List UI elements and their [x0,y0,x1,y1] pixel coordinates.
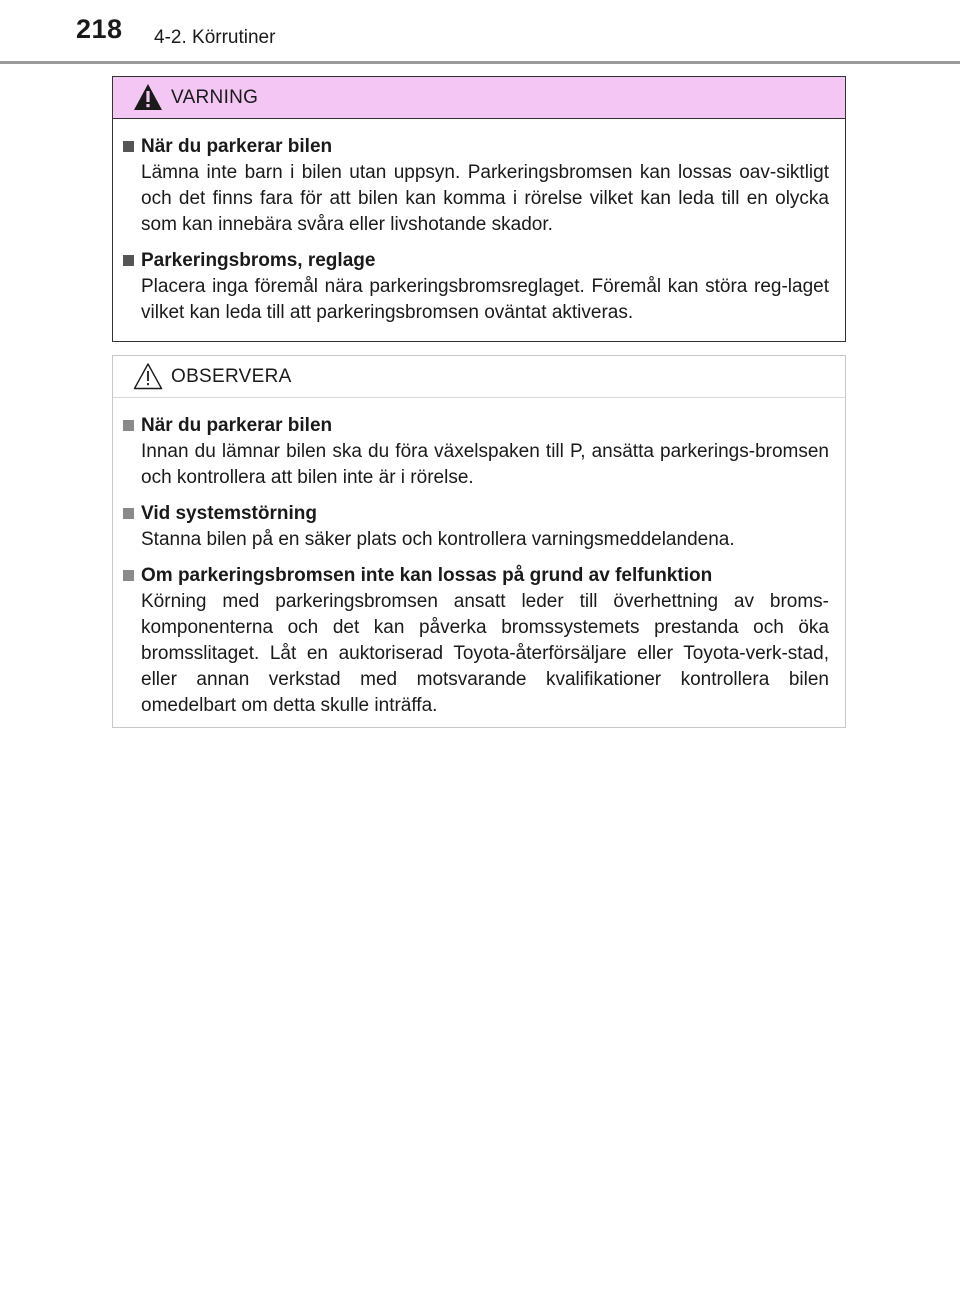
warning-item-text: Placera inga föremål nära parkeringsbromsreglaget. Föremål kan störa reg-laget vilket kan leda till att parkeringsbromsen oväntat aktiveras. [141,276,829,323]
header-divider [0,61,960,64]
warning-item-title: Parkeringsbroms, reglage [141,250,376,271]
notice-label: OBSERVERA [171,366,292,387]
notice-box-header [113,356,845,398]
warning-label: VARNING [171,87,259,108]
notice-item [123,562,829,719]
warning-box-body [113,119,845,326]
notice-item-text: Stanna bilen på en säker plats och kontrollera varningsmeddelandena. [141,529,735,550]
notice-item-text: Körning med parkeringsbromsen ansatt leder till överhettning av broms-komponenterna och det kan påverka bromssystemets prestanda och öka bromsslitaget. Låt en auktoriserad Toyota-återförsäljare eller Toyota-verk-stad, eller annan verkstad med motsvarande kvalifikationer kontrollera bilen omedelbart om detta skulle inträffa. [141,591,829,716]
warning-box-header [113,77,845,119]
notice-item-title: Vid systemstörning [141,503,317,524]
notice-item-title: När du parkerar bilen [141,415,333,436]
square-bullet-icon [123,420,134,431]
warning-box [112,76,846,342]
page-header [0,0,960,66]
notice-box-body [113,398,845,719]
notice-box [112,355,846,728]
warning-item-title: När du parkerar bilen [141,136,333,157]
notice-item [123,412,829,491]
warning-item [123,247,829,326]
square-bullet-icon [123,508,134,519]
warning-item [123,133,829,238]
square-bullet-icon [123,255,134,266]
warning-item-text: Lämna inte barn i bilen utan uppsyn. Parkeringsbromsen kan lossas oav-siktligt och det finns fara för att bilen kan komma i rörelse vilket kan leda till en olycka som kan innebära svåra eller livshotande skador. [141,162,829,235]
notice-item [123,500,829,553]
section-title: 4-2. Körrutiner [154,27,276,48]
page-number: 218 [76,14,123,44]
notice-item-title: Om parkeringsbromsen inte kan lossas på grund av felfunktion [141,565,713,586]
notice-item-text: Innan du lämnar bilen ska du föra växelspaken till P, ansätta parkerings-bromsen och kontrollera att bilen inte är i rörelse. [141,441,829,488]
square-bullet-icon [123,141,134,152]
square-bullet-icon [123,570,134,581]
caution-triangle-outline-icon [133,362,163,390]
warning-triangle-icon [133,83,163,111]
